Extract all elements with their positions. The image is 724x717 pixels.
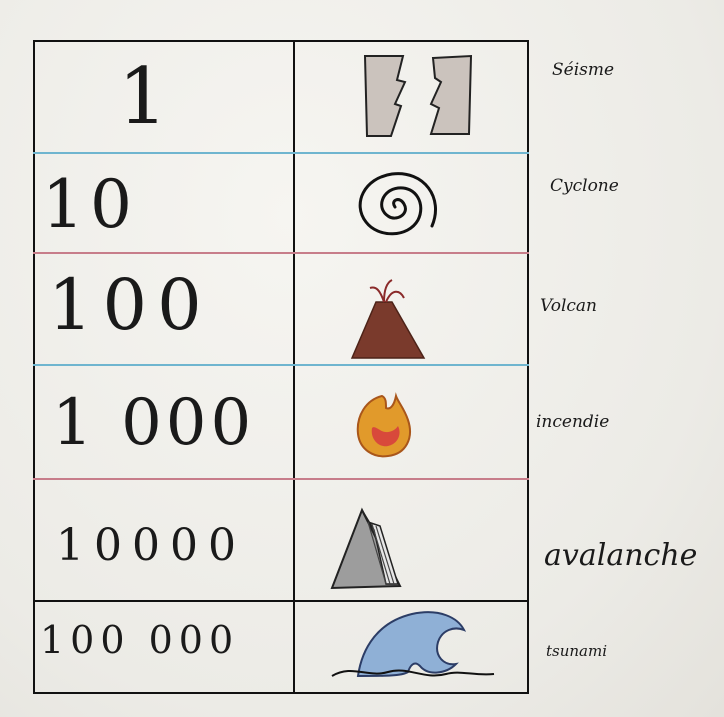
row-number: 10000	[56, 520, 246, 571]
hazard-label: Cyclone	[550, 176, 619, 196]
row-number: 100 000	[40, 618, 240, 662]
hazard-label: tsunami	[546, 642, 608, 660]
hazard-label: avalanche	[544, 538, 698, 573]
row-divider	[33, 152, 529, 154]
hazard-label: incendie	[536, 412, 610, 432]
tsunami-icon	[328, 604, 498, 686]
row-divider	[33, 252, 529, 254]
earthquake-icon	[355, 52, 475, 142]
row-divider	[33, 478, 529, 480]
volcano-icon	[348, 276, 428, 362]
row-number: 1	[118, 52, 174, 142]
row-number: 100	[48, 264, 212, 346]
cyclone-icon	[340, 160, 450, 250]
column-divider	[293, 40, 295, 694]
row-divider	[33, 600, 529, 602]
row-number: 10	[42, 166, 138, 243]
hazard-label: Séisme	[552, 60, 615, 80]
avalanche-icon	[328, 500, 410, 592]
row-divider	[33, 364, 529, 366]
fire-icon	[352, 392, 418, 462]
hazard-label: Volcan	[540, 296, 597, 316]
row-number: 1 000	[52, 386, 256, 460]
